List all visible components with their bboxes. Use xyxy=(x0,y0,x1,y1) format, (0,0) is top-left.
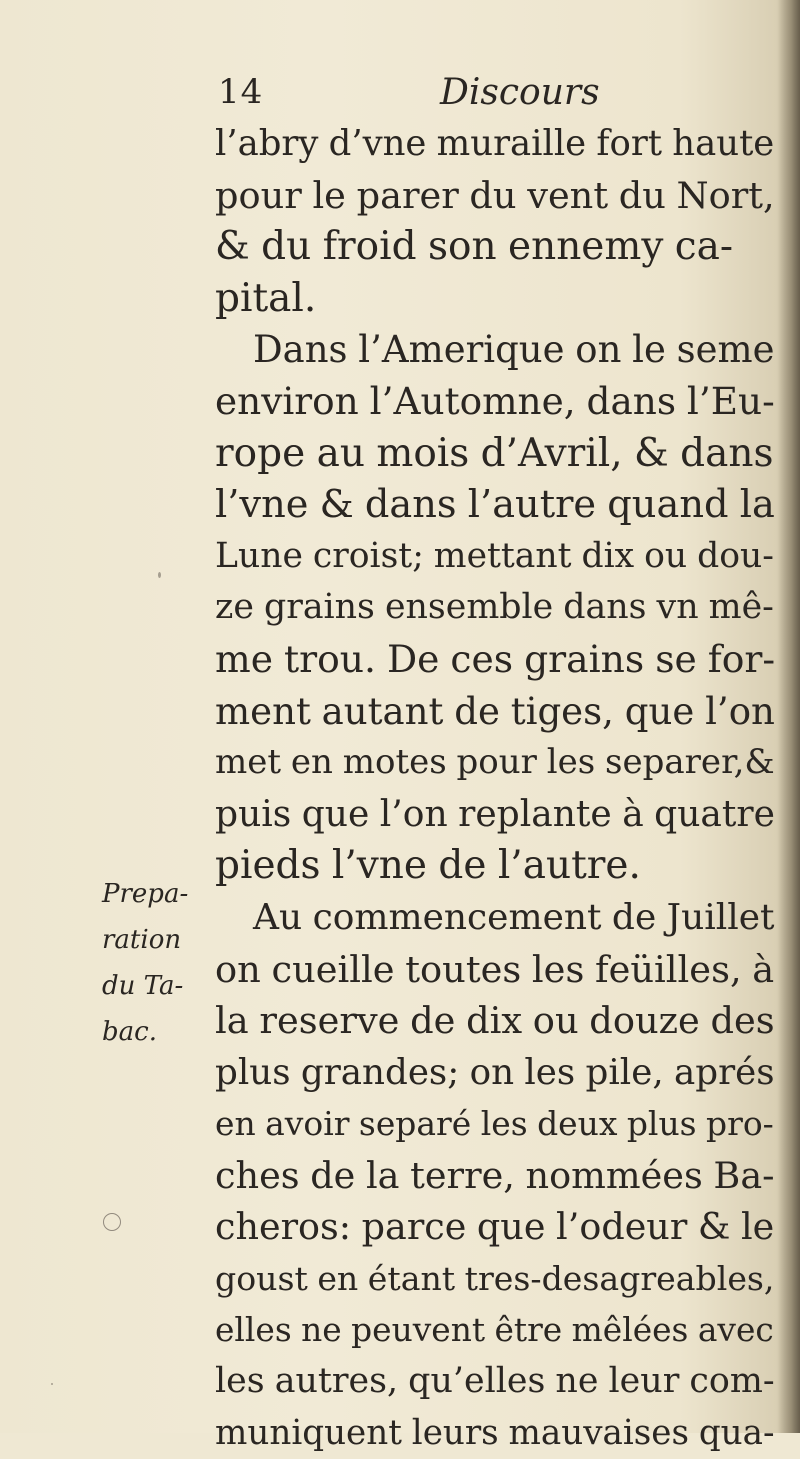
ink-mark-icon xyxy=(103,1213,121,1231)
paper-speck xyxy=(158,572,161,578)
text-line: Au commencement de Juillet xyxy=(253,896,775,938)
text-line: met en motes pour les separer,& xyxy=(215,742,775,783)
text-line: elles ne peuvent être mêlées avec xyxy=(215,1310,774,1349)
page-number: 14 xyxy=(218,72,264,112)
text-line: & du froid son ennemy ca- xyxy=(215,224,734,270)
text-line: en avoir separé les deux plus pro- xyxy=(215,1104,774,1144)
text-line: pieds l’vne de l’autre. xyxy=(215,843,641,889)
margin-note-line: du Ta- xyxy=(102,971,184,1001)
page-header xyxy=(218,72,778,122)
text-line: pital. xyxy=(215,275,317,321)
text-line: plus grandes; on les pile, aprés xyxy=(215,1051,775,1093)
text-line: la reserve de dix ou douze des xyxy=(215,999,775,1043)
text-line: l’vne & dans l’autre quand la xyxy=(215,482,775,528)
text-line: ze grains ensemble dans vn mê- xyxy=(215,587,774,628)
text-line: l’abry d’vne muraille fort haute xyxy=(215,123,775,164)
text-line: ches de la terre, nommées Ba- xyxy=(215,1153,775,1197)
text-line: les autres, qu’elles ne leur com- xyxy=(215,1361,775,1402)
margin-note xyxy=(102,871,207,1055)
text-line: Dans l’Amerique on le seme xyxy=(253,328,775,372)
body-text xyxy=(215,118,775,1459)
text-line: rope au mois d’Avril, & dans xyxy=(215,430,774,476)
margin-note-line: ration xyxy=(102,925,182,955)
running-title: Discours xyxy=(440,72,600,113)
text-line: goust en étant tres-desagreables, xyxy=(215,1259,775,1299)
paper-speck xyxy=(51,1383,53,1385)
text-line: environ l’Automne, dans l’Eu- xyxy=(215,378,775,423)
margin-note-line: Prepa- xyxy=(102,879,189,909)
text-line: me trou. De ces grains se for- xyxy=(215,636,776,681)
text-line: ment autant de tiges, que l’on xyxy=(215,689,775,733)
margin-note-line: bac. xyxy=(102,1017,157,1047)
text-line: muniquent leurs mauvaises qua- xyxy=(215,1412,775,1453)
text-line: on cueille toutes les feüilles, à xyxy=(215,947,775,991)
text-line: pour le parer du vent du Nort, xyxy=(215,173,775,217)
text-line: puis que l’on replante à quatre xyxy=(215,793,775,835)
text-line: cheros: parce que l’odeur & le xyxy=(215,1205,775,1249)
page-gutter-shadow xyxy=(778,0,800,1433)
text-line: Lune croist; mettant dix ou dou- xyxy=(215,535,774,576)
